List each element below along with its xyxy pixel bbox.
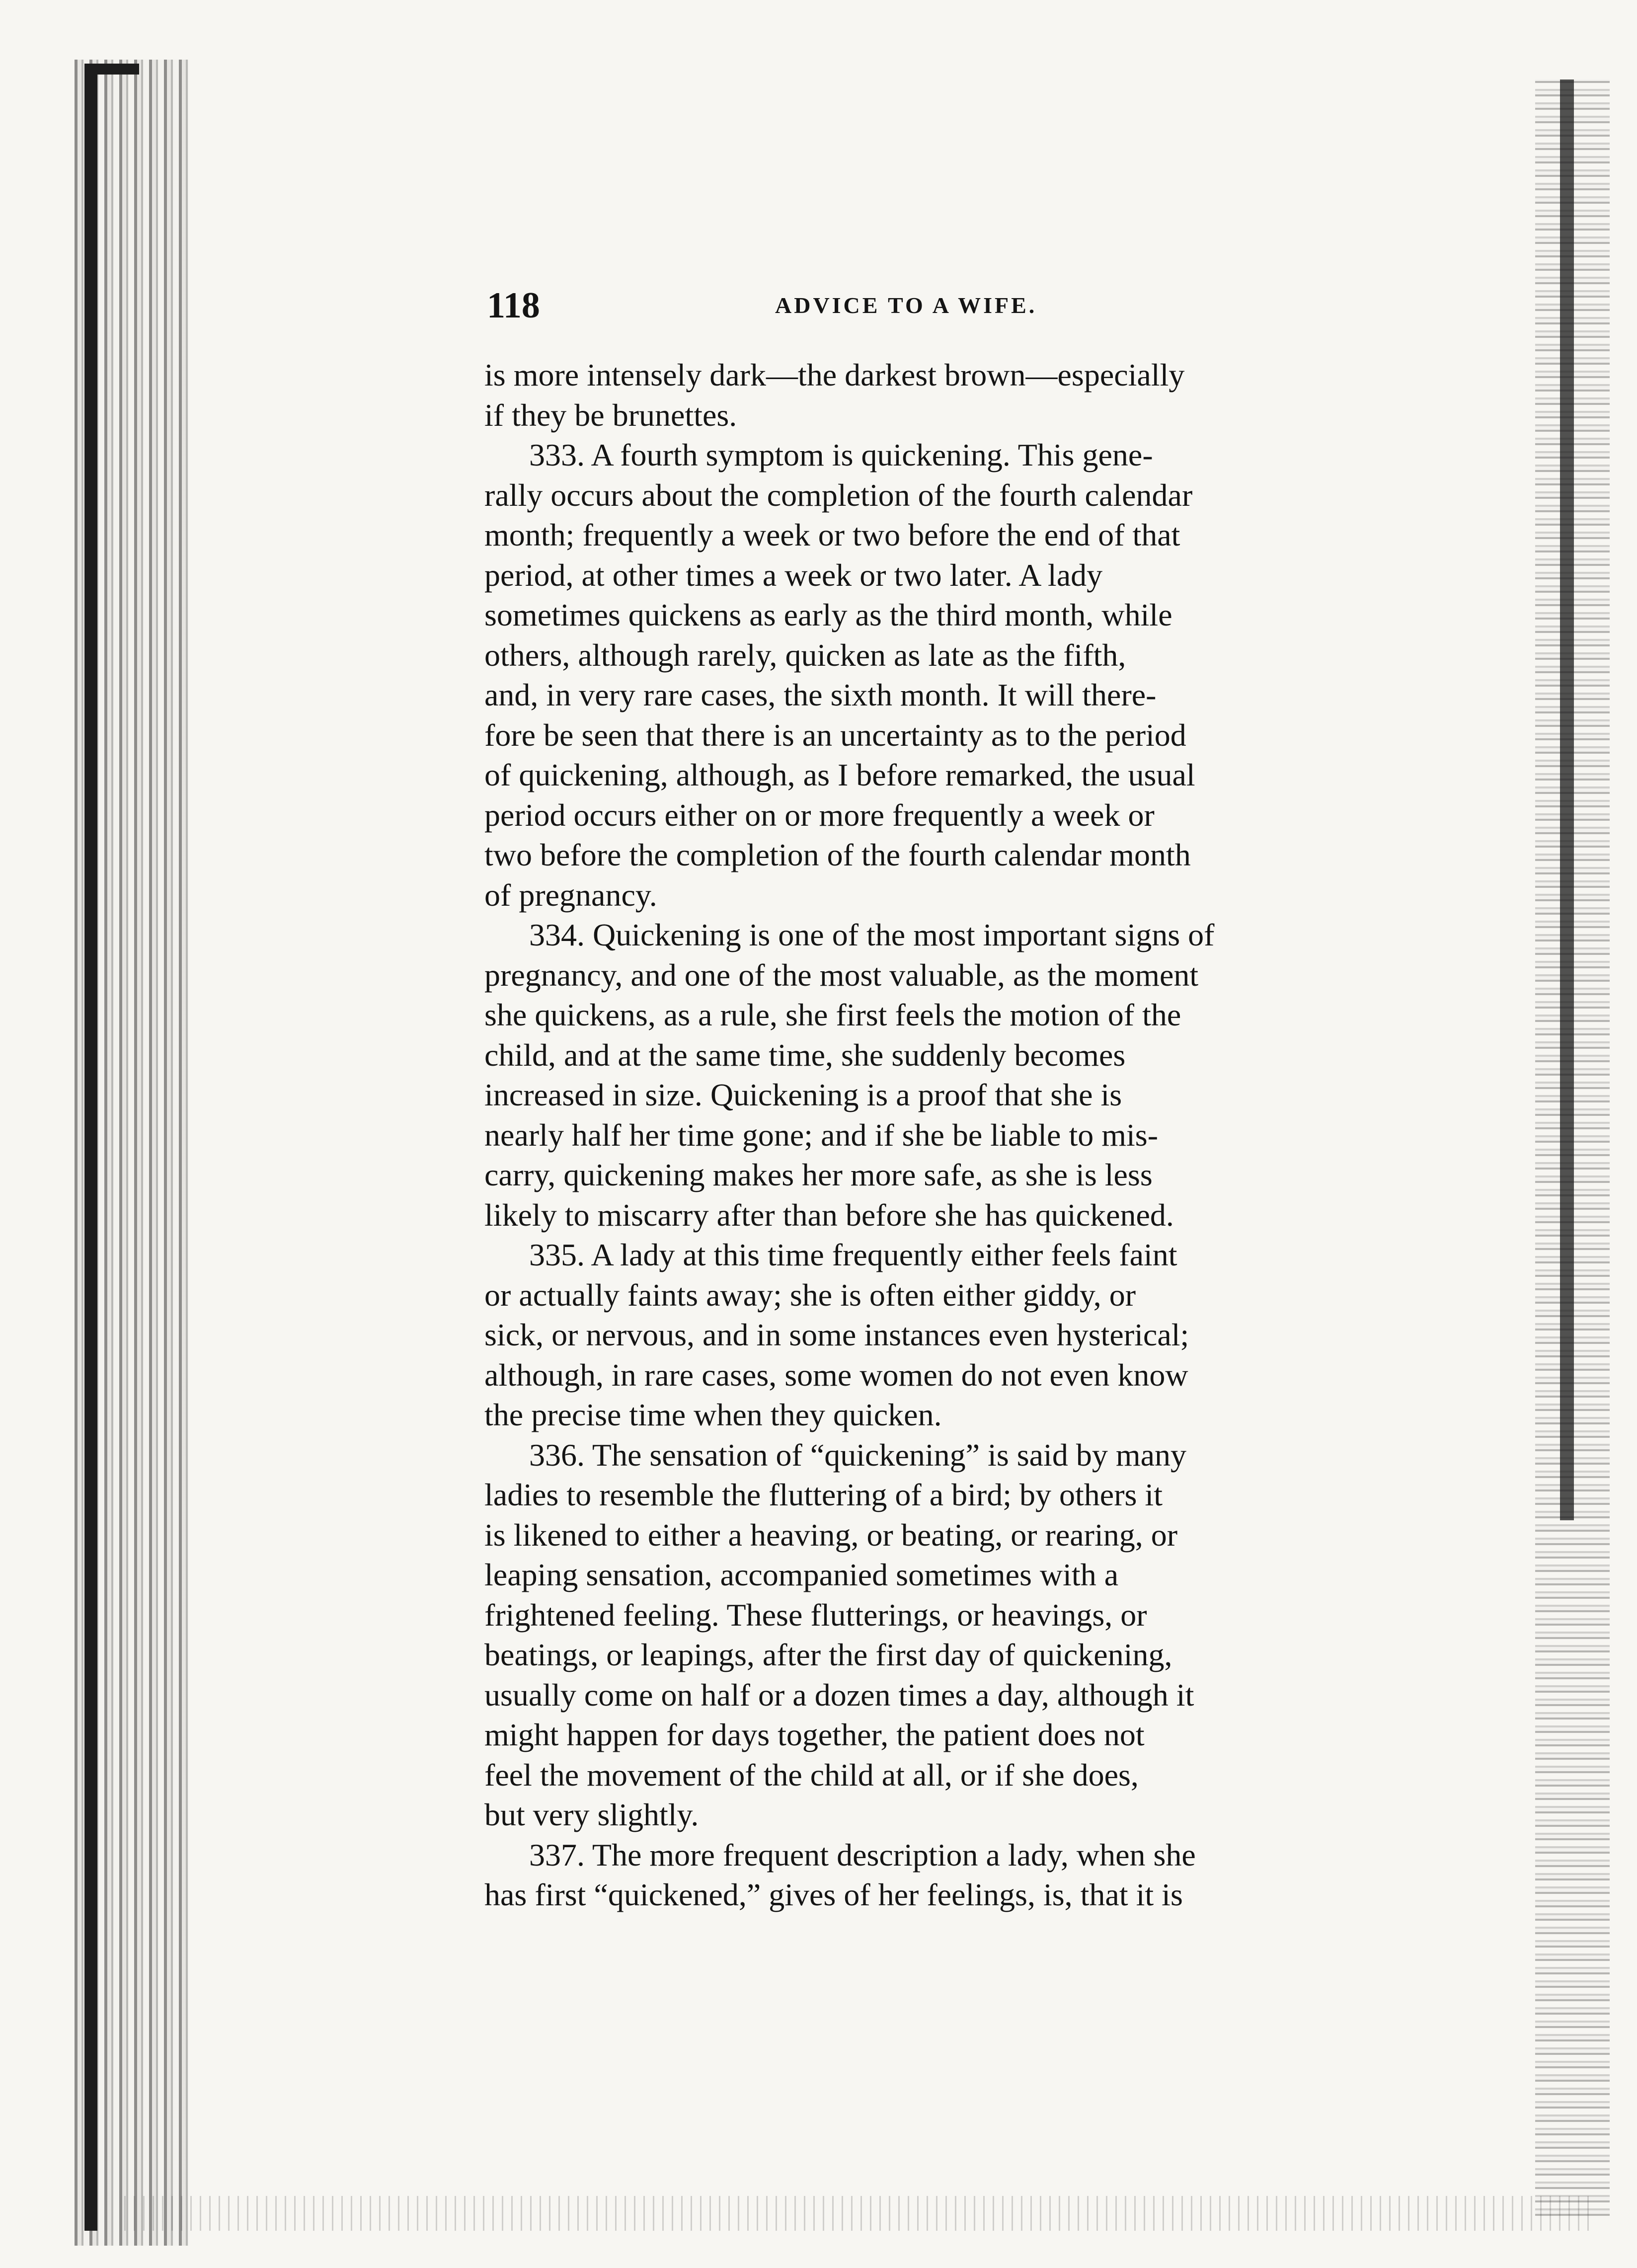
body-text — [484, 355, 1379, 1915]
text-line: ladies to resemble the fluttering of a bird; by others it — [484, 1477, 1163, 1512]
text-line: usually come on half or a dozen times a day, although it — [484, 1677, 1194, 1713]
text-line: 336. The sensation of “quickening” is said by many — [529, 1437, 1186, 1473]
text-line: but very slightly. — [484, 1797, 699, 1832]
scan-edge-shadow-right — [1560, 79, 1574, 1520]
text-line: child, and at the same time, she suddenly becomes — [484, 1037, 1126, 1073]
text-line: frightened feeling. These flutterings, or heavings, or — [484, 1597, 1147, 1633]
text-line: the precise time when they quicken. — [484, 1397, 942, 1432]
text-line: she quickens, as a rule, she first feels the motion of the — [484, 997, 1181, 1032]
text-line: carry, quickening makes her more safe, as she is less — [484, 1157, 1153, 1192]
text-line: month; frequently a week or two before the end of that — [484, 517, 1180, 552]
page-number: 118 — [487, 285, 540, 326]
text-line: sometimes quickens as early as the third month, while — [484, 597, 1172, 632]
text-line: although, in rare cases, some women do not even know — [484, 1357, 1188, 1393]
text-line: feel the movement of the child at all, or if she does, — [484, 1757, 1139, 1793]
text-line: and, in very rare cases, the sixth month. It will there- — [484, 677, 1157, 712]
text-line: is likened to either a heaving, or beating, or rearing, or — [484, 1517, 1178, 1553]
text-line: likely to miscarry after than before she has quickened. — [484, 1197, 1174, 1233]
text-line: if they be brunettes. — [484, 397, 737, 433]
text-line: two before the completion of the fourth calendar month — [484, 837, 1191, 872]
text-line: 334. Quickening is one of the most important signs of — [529, 917, 1215, 952]
running-title: ADVICE TO A WIFE. — [775, 293, 1037, 318]
scan-binding-shadow-left — [84, 65, 97, 2231]
text-line: has first “quickened,” gives of her feelings, is, that it is — [484, 1877, 1183, 1912]
text-line: fore be seen that there is an uncertainty as to the period — [484, 717, 1186, 753]
text-line: others, although rarely, quicken as late as the fifth, — [484, 637, 1126, 673]
text-line: increased in size. Quickening is a proof that she is — [484, 1077, 1122, 1112]
text-line: period occurs either on or more frequently a week or — [484, 797, 1155, 833]
text-line: of quickening, although, as I before remarked, the usual — [484, 757, 1195, 792]
running-head — [487, 278, 1381, 333]
text-line: pregnancy, and one of the most valuable, as the moment — [484, 957, 1199, 993]
text-line: 335. A lady at this time frequently either feels faint — [529, 1237, 1177, 1272]
text-line: of pregnancy. — [484, 877, 657, 913]
text-line: sick, or nervous, and in some instances even hysterical; — [484, 1317, 1189, 1352]
text-line: is more intensely dark—the darkest brown—especially — [484, 357, 1185, 392]
text-line: rally occurs about the completion of the fourth calendar — [484, 477, 1193, 513]
text-line: period, at other times a week or two later. A lady — [484, 557, 1103, 593]
text-line: or actually faints away; she is often either giddy, or — [484, 1277, 1136, 1313]
text-line: might happen for days together, the patient does not — [484, 1717, 1145, 1752]
scan-noise-bottom — [124, 2196, 1590, 2231]
text-line: leaping sensation, accompanied sometimes with a — [484, 1557, 1119, 1592]
scan-binding-corner — [84, 64, 139, 75]
text-line: beatings, or leapings, after the first day of quickening, — [484, 1637, 1172, 1672]
text-line: nearly half her time gone; and if she be liable to mis- — [484, 1117, 1158, 1153]
text-line: 333. A fourth symptom is quickening. This gene- — [529, 437, 1153, 472]
text-line: 337. The more frequent description a lady, when she — [529, 1837, 1196, 1873]
